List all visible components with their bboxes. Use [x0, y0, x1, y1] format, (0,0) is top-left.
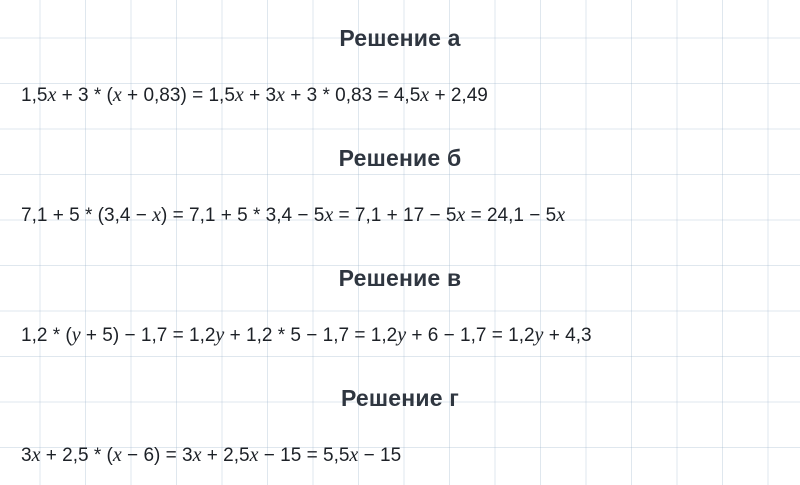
- math-variable: x: [47, 84, 57, 106]
- solution-block-a: [18, 27, 782, 105]
- math-variable: x: [192, 444, 202, 466]
- solution-block-v: [18, 267, 782, 345]
- math-variable: x: [152, 204, 161, 226]
- solution-heading-a: Решение а: [339, 25, 461, 51]
- solution-heading-v: Решение в: [338, 265, 462, 291]
- math-variable: x: [324, 204, 334, 226]
- math-variable: x: [249, 444, 259, 466]
- math-variable: y: [71, 324, 81, 346]
- solution-formula-b: 7,1 + 5 * (3,4 − x) = 7,1 + 5 * 3,4 − 5x = 7,1 + 17 − 5x = 24,1 − 5x: [21, 204, 566, 226]
- math-variable: y: [215, 324, 225, 346]
- solution-formula-v: 1,2 * (y + 5) − 1,7 = 1,2y + 1,2 * 5 − 1,7 = 1,2y + 6 − 1,7 = 1,2y + 4,3: [21, 324, 592, 346]
- math-variable: y: [534, 324, 544, 346]
- solution-heading-b: Решение б: [338, 145, 462, 171]
- solution-formula-a: 1,5x + 3 * (x + 0,83) = 1,5x + 3x + 3 * 0,83 = 4,5x + 2,49: [21, 84, 488, 106]
- math-variable: x: [349, 444, 359, 466]
- math-variable: x: [420, 84, 430, 106]
- math-variable: x: [112, 84, 122, 106]
- math-variable: x: [276, 84, 285, 106]
- math-variable: x: [556, 204, 566, 226]
- math-variable: x: [456, 204, 466, 226]
- solution-formula-g: 3x + 2,5 * (x − 6) = 3x + 2,5x − 15 = 5,5x − 15: [21, 444, 402, 466]
- solution-heading-g: Решение г: [340, 385, 460, 411]
- math-variable: x: [112, 444, 122, 466]
- solution-block-g: [18, 387, 782, 465]
- math-variable: x: [234, 84, 244, 106]
- math-variable: x: [31, 444, 41, 466]
- solution-block-b: [18, 147, 782, 225]
- math-variable: y: [397, 324, 407, 346]
